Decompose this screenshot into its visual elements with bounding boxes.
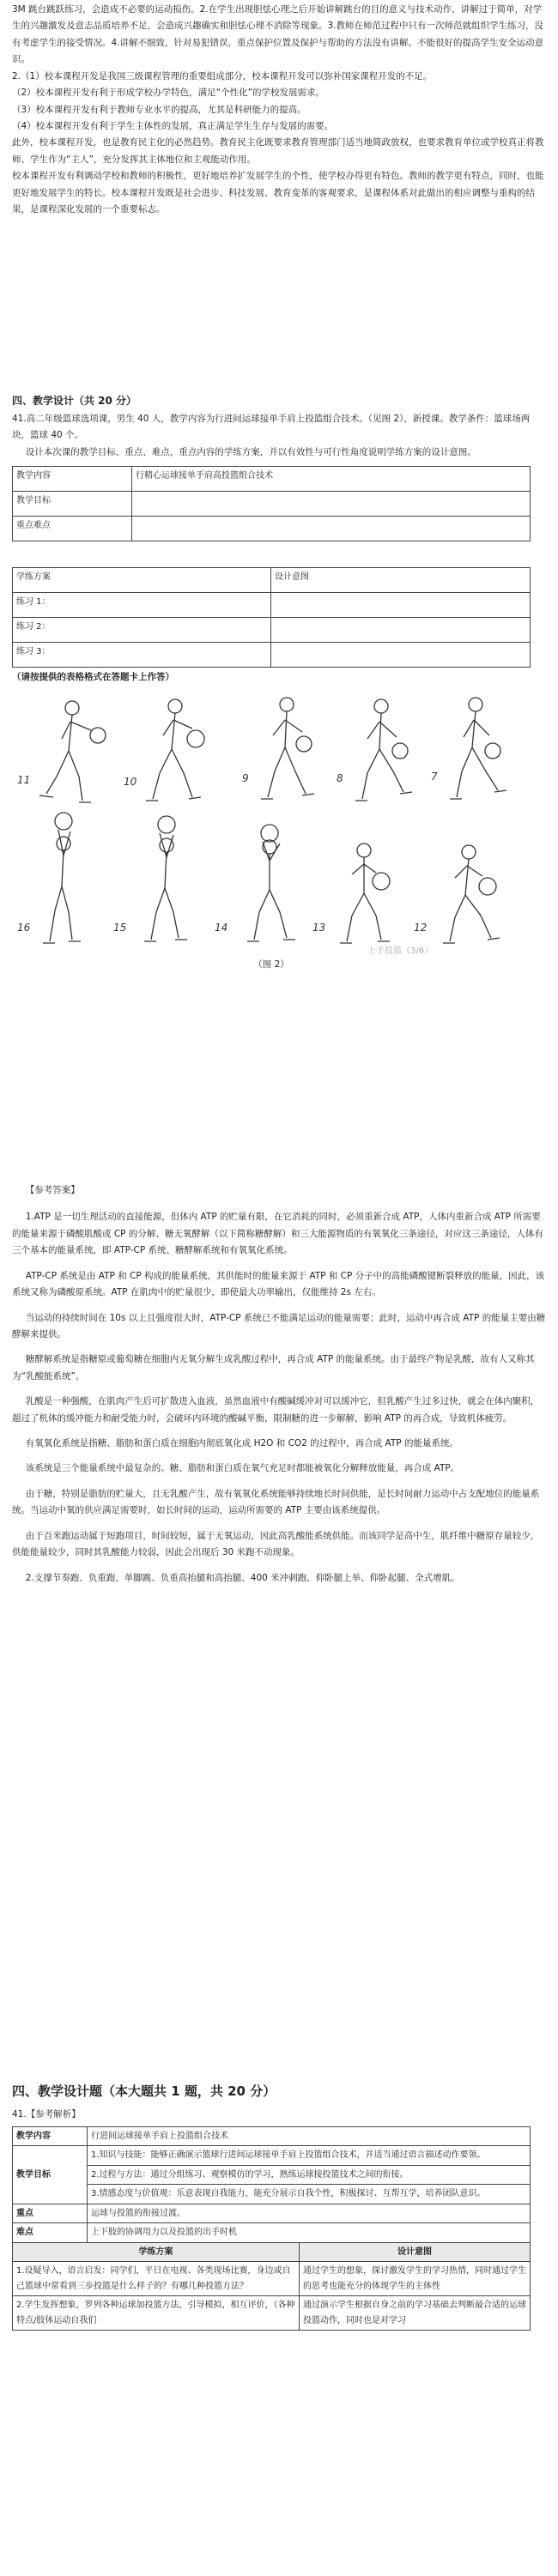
plan-table — [12, 567, 531, 668]
figure-label: 9 — [242, 771, 249, 784]
player-figure — [43, 813, 81, 943]
figure-label: 7 — [431, 770, 438, 783]
table-row — [13, 2296, 531, 2331]
table-row — [13, 2185, 531, 2204]
player-figure — [261, 698, 314, 799]
answer-paragraph: 当运动的持续时间在 10s 以上且强度很大时，ATP-CP 系统已不能满足运动的能量需要；此时，运动中再合成 ATP 的能量主要由糖酵解来提供。 — [12, 1312, 546, 1339]
answer-paragraph: 由于百米跑运动属于短跑项目，时间较短，属于无氧运动，因此高乳酸能系统供能。而该同学是高中生，肌纤维中糖原存量较少，供能能量较少，同时其乳酸能力较弱，因此会出现后 30 米跑不动现象。 — [12, 1530, 540, 1558]
table-header-row — [13, 2242, 531, 2262]
intro-paragraph: 3M 跳台跳跃练习，会造成不必要的运动损伤。2.在学生出现胆怯心理之后开始讲解跳台的目的意义与技术动作，讲解过于简单，对学生的兴趣激发及意志品质培养不足，会造成兴趣确实和胆怯心理不消除等现象。3.教师在师范过程中只有一次师范就组织学生练习，没有考虑学生的接受情况。4.讲解不细致，针对易犯错误，重点保护位置及保护与帮助的方法没有讲解。不能很好的提高学生安全运动意识。 — [12, 4, 544, 65]
player-figure — [340, 844, 390, 943]
figure-label: 8 — [337, 771, 343, 784]
row-value — [271, 593, 531, 618]
answer-paragraph: 1.ATP 是一切生理活动的直接能源，但体内 ATP 的贮量有限，在它消耗的同时，必须重新合成 ATP，人体内重新合成 ATP 所需要的能量来源于磷酸肌酸或 CP 的分解、糖无氧酵解（以下简称糖酵解）和三大能源物质的有氧氧化三条途径，对应这三条途径，人体有三个基本的能量系统，即 ATP-CP 系统、糖酵解系统和有氧氧化系统。 — [12, 1212, 543, 1256]
row-label: 重点 — [13, 2204, 88, 2223]
answer-title: 【参考答案】 — [25, 1185, 80, 1195]
intent-cell: 通过演示学生根据自身之前的学习基础去判断最合适的运球投篮动作，同时也是对学习 — [300, 2296, 531, 2331]
goal-item: 1.知识与技能：能够正确演示篮球行进间运球接单手肩上投篮组合技术，并适当通过语言描述动作要领。 — [88, 2146, 531, 2166]
row-label: 教学目标 — [13, 492, 132, 517]
column-header: 学练方案 — [13, 568, 271, 593]
intro-paragraph: 校本课程开发有利调动学校和教师的积极性，更好地培养扩发展学生的个性，使学校办得更有特色。教师的教学更有特点，同时，也能更好地发展学生的特长。校本课程开发既是社会进步、科技发展、教育变革的客观要求，是课程体系对此做出的相应调整与重构的结果，是课程深化发展的一个重要标志。 — [12, 171, 544, 215]
player-figure — [247, 825, 295, 941]
row-value: 运球与投篮的衔接过渡。 — [88, 2204, 531, 2223]
table-row — [13, 2165, 531, 2185]
figure-label: 11 — [17, 773, 31, 786]
figure-label: 14 — [215, 921, 228, 934]
design-table — [12, 466, 531, 541]
question-text: 41.高二年级篮球选项课，男生 40 人，教学内容为行进间运球接单手肩上投篮组合技术。（见图 2），新授课。教学条件：篮球场两块，篮球 40 个。 — [12, 413, 531, 441]
intro-block — [0, 2, 558, 218]
row-value: 行精心运球接单手肩高投篮组合技术 — [132, 467, 531, 492]
instruction-text: 设计本次课的教学目标、重点、难点，重点内容的学练方案，并以有效性与可行性角度说明学练方案的设计意图。 — [25, 446, 476, 457]
figure-label: 13 — [312, 921, 326, 934]
figure-label: 10 — [124, 775, 137, 788]
section-4 — [0, 2081, 558, 2331]
row-value — [132, 517, 531, 541]
intro-paragraph: 2.（1）校本课程开发是我国三级课程管理的重要组成部分，校本课程开发可以弥补国家课程开发的不足。 — [12, 70, 433, 82]
row-value: 上下肢的协调用力以及投篮的出手时机 — [88, 2223, 531, 2243]
player-figure — [144, 816, 187, 941]
column-header: 设计意图 — [271, 568, 531, 593]
row-label: 教学内容 — [13, 2126, 88, 2146]
player-figure — [355, 699, 412, 801]
row-label: 难点 — [13, 2223, 88, 2243]
intro-paragraph: 此外，校本课程开发，也是教育民主化的必然趋势。教育民主化既要求教育管理部门适当地简政放权，也要求教育单位或学校真正将教师、学生作为“主人”，充分发挥其主体地位和主观能动作用。 — [12, 137, 544, 165]
table-row — [13, 2126, 531, 2146]
answer-paragraph: 由于糖，特别是脂肪的贮量大，且无乳酸产生，故有氧氧化系统能够持续地长时间供能，是长时间耐力运动中占支配地位的能量系统。当运动中氧的供应满足需要时，如长时间的运动，运动所需要的 ATP 主要由该系统提供。 — [12, 1488, 540, 1516]
table-row — [13, 2146, 531, 2166]
table-row — [13, 593, 531, 618]
figure-label: 16 — [17, 921, 31, 934]
row-label: 练习 3： — [13, 643, 271, 668]
row-value — [271, 643, 531, 668]
answer-note: （请按提供的表格格式在答题卡上作答） — [12, 672, 174, 683]
intro-paragraph: （2）校本课程开发有利于形成学校办学特色，满足“个性化”的学校发展需求。 — [12, 88, 325, 99]
figure-basketball-sequence — [12, 691, 531, 973]
column-header: 设计意图 — [300, 2242, 531, 2262]
table-row — [13, 643, 531, 668]
intent-cell: 通过学生的想象，探讨激发学生的学习热情，同时通过学生的思考也能充分的体现学生的主体性 — [300, 2262, 531, 2296]
answer-paragraph: 糖酵解系统是指糖原或葡萄糖在细胞内无氧分解生成乳酸过程中，再合成 ATP 的能量系统。由于最终产物是乳酸，故有人又称其为“乳酸能系统”。 — [12, 1354, 535, 1382]
player-figure — [39, 701, 106, 802]
row-label: 教学内容 — [13, 467, 132, 492]
figure-row-1 — [39, 698, 506, 802]
answer-paragraph: 2.支撑节奏跑、负重跑、单脚跳、负重高抬腿和高抬腿、400 米冲刺跑、仰卧腿上举、仰卧起腿、全式增肌。 — [25, 1572, 460, 1583]
table-row — [13, 467, 531, 492]
player-figure — [450, 698, 506, 799]
table-row — [13, 2223, 531, 2243]
intro-paragraph: （3）校本课程开发有利于教师专业水平的提高，尤其是科研能力的提高。 — [12, 104, 306, 115]
answer-section — [0, 1182, 558, 1587]
figure-label: 12 — [414, 921, 428, 934]
section-3 — [0, 391, 558, 973]
table-row — [13, 492, 531, 517]
plan-cell: 1.设疑导入，语言启发：同学们，平日在电视、各类现场比赛，身边或自己篮球中常看到三步投篮是什么样子的？有哪几种投篮方法？ — [13, 2262, 300, 2296]
player-figure — [443, 845, 500, 943]
table-row — [13, 2262, 531, 2296]
table-row — [13, 517, 531, 541]
player-figure — [146, 699, 204, 801]
row-value — [271, 618, 531, 643]
answer-paragraph: 乳酸是一种强酸，在肌肉产生后可扩散进入血液，虽然血液中有酸碱缓冲对可以缓冲它，但乳酸产生过多过快，就会在体内聚积，超过了机体的缓冲能力和耐受能力时，会破坏内环境的酸碱平衡，限制糖的进一步解解，影响 ATP 的再合成，导致机体疲劳。 — [12, 1396, 540, 1424]
table-header-row — [13, 568, 531, 593]
row-2-labels — [17, 922, 427, 934]
section-subtitle: 41.【参考解析】 — [12, 2108, 81, 2119]
row-value — [132, 492, 531, 517]
lesson-plan-table — [12, 2126, 531, 2331]
row-label: 练习 1： — [13, 593, 271, 618]
row-value: 行进间运球接单手肩上投篮组合技术 — [88, 2126, 531, 2146]
column-header: 学练方案 — [13, 2242, 300, 2262]
row-label: 重点难点 — [13, 517, 132, 541]
answer-paragraph: 该系统是三个能量系统中最复杂的。糖、脂肪和蛋白质在氧气充足时都能被氧化分解释放能量，再合成 ATP。 — [25, 1463, 460, 1474]
row-label: 练习 2： — [13, 618, 271, 643]
figure-caption: （图 2） — [253, 958, 289, 970]
intro-paragraph: （4）校本课程开发有利于学生主体性的发展，真正满足学生生存与发展的需要。 — [12, 120, 334, 131]
row-label: 教学目标 — [13, 2146, 88, 2204]
table-row — [13, 618, 531, 643]
figure-label: 15 — [113, 921, 127, 934]
answer-paragraph: 有氧氧化系统是指糖、脂肪和蛋白质在细胞内彻底氧化成 H2O 和 CO2 的过程中，再合成 ATP 的能量系统。 — [25, 1438, 459, 1449]
goal-item: 2.过程与方法：通过分组练习、观察模仿的学习，熟练运球接投篮技术之间的衔接。 — [88, 2165, 531, 2185]
plan-cell: 2.学生发挥想象，罗列各种运球加投篮方法，引导模拟，相互评价，（各种特点/肢体运动自我们 — [13, 2296, 300, 2331]
section-title: 四、教学设计题（本大题共 1 题，共 20 分） — [12, 2083, 276, 2099]
figure-stamp: 上手投篮（3/6） — [367, 946, 434, 956]
section-title: 四、教学设计（共 20 分） — [12, 395, 137, 407]
goal-item: 3.情感态度与价值观：乐意表现自我能力，能充分展示自我个性，积极探讨、互帮互学，培养团队意识。 — [88, 2185, 531, 2204]
table-row — [13, 2204, 531, 2223]
figure-row-2 — [43, 813, 500, 943]
figure-drawing — [12, 691, 531, 957]
answer-paragraph: ATP-CP 系统是由 ATP 和 CP 构成的能量系统，其供能时的能量来源于 ATP 和 CP 分子中的高能磷酸键断裂释放的能量，因此，该系统又称为磷酸原系统。ATP 在肌肉中的贮量很少，即使最大功率输出，仅能维持 2s 左右。 — [12, 1270, 545, 1298]
